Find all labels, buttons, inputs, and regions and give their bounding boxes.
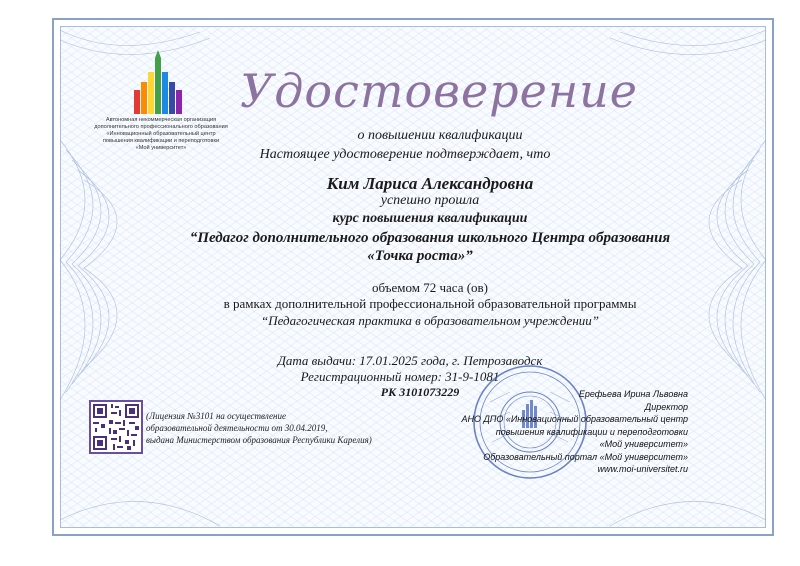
director-name: Ерефьева Ирина Львовна [578,389,688,399]
university-tower-rainbow-icon [126,50,196,116]
course-title-line-2: «Точка роста»” [367,248,473,264]
certificate-subtitle: о повышении квалификации [357,128,523,143]
confirm-text: Настоящее удостоверение подтверждает, что [259,147,551,162]
director-title: Директор [644,401,688,412]
org-line: Автономная некоммерческая организация [105,117,217,123]
org-line: «Мой университет» [135,145,187,151]
program-title: “Педагогическая практика в образовательном учреждении” [260,313,600,328]
qr-code-icon [89,400,143,454]
director-signature-block [462,388,689,476]
certificate-title: Удостоверение [240,64,638,118]
issue-date: Дата выдачи: 17.01.2025 года, г. Петрозаводск [277,353,543,368]
license-info [146,410,426,446]
org-line: «Инновационный образовательный центр [106,131,216,137]
signature-org-line: повышения квалификации и переподготовки [495,426,688,437]
hours-text: объемом 72 часа (ов) [371,280,489,295]
portal-name: Образовательный портал «Мой университет» [483,451,688,462]
recipient-name: Ким Лариса Александровна [326,174,534,193]
signature-org-line: «Мой университет» [599,439,688,449]
program-framework-text: в рамках дополнительной профессиональной образовательной программы [223,296,637,311]
license-line: (Лицензия №3101 на осуществление [146,411,286,421]
completed-text: успешно прошла [380,193,480,208]
registration-number: Регистрационный номер: 31-9-1081 [300,369,500,384]
org-line: дополнительного профессионального образования [94,124,228,130]
course-title-line-1: “Педагог дополнительного образования школьного Центра образования [189,230,671,246]
course-type: курс повышения квалификации [332,211,528,226]
license-line: образовательной деятельности от 30.04.2019, [146,423,328,433]
portal-url: www.moi-universitet.ru [597,464,688,474]
signature-org-line: АНО ДПО «Инновационный образовательный центр [461,414,688,424]
license-line: выдана Министерством образования Республики Карелия) [146,435,372,445]
page-bottom-margin [0,540,800,566]
rk-number: РК 3101073229 [380,385,460,399]
org-line: повышения квалификации и переподготовки [102,138,220,144]
